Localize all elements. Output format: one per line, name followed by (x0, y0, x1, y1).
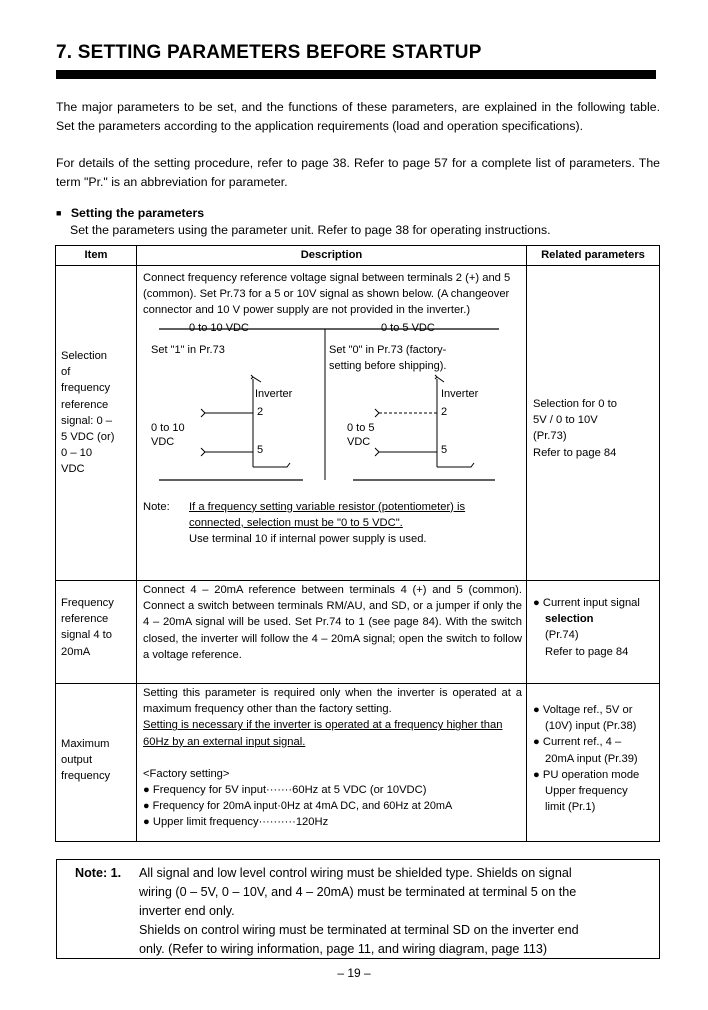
right-set-text-2: setting before shipping). (329, 359, 447, 372)
item-line: Selection (61, 350, 108, 362)
related-line: Selection for 0 to (533, 398, 617, 410)
note-line-3: Use terminal 10 if internal power supply is used. (189, 533, 427, 546)
factory-line-1: ● Frequency for 5V input·······60Hz at 5 VDC (or 10VDC) (143, 784, 427, 797)
related-line: limit (Pr.1) (545, 801, 596, 814)
item-line: signal 4 to (61, 629, 112, 642)
item-cell (56, 684, 137, 842)
note-text-line: only. (Refer to wiring information, page 11, and wiring diagram, page 113) (139, 942, 548, 956)
related-line: ● PU operation mode (533, 768, 640, 781)
title-rule (56, 70, 656, 79)
item-line: signal: 0 – (61, 414, 112, 427)
left-terminal-5: 5 (257, 443, 264, 456)
header-description: Description (137, 246, 527, 266)
related-cell (527, 684, 660, 842)
description-cell (137, 581, 527, 684)
description-underlined: Setting is necessary if the inverter is operated at a frequency higher than 60Hz by an external input signal. (143, 719, 503, 748)
left-range-title: 0 to 10 VDC (189, 321, 249, 334)
header-item: Item (56, 246, 137, 266)
related-line: ● Voltage ref., 5V or (533, 704, 633, 716)
wiring-note-text (139, 864, 659, 959)
factory-line-3: ● Upper limit frequency··········120Hz (143, 816, 329, 829)
note-text-line: Shields on control wiring must be terminated at terminal SD on the inverter end (139, 923, 579, 937)
item-line: VDC (61, 463, 85, 476)
description-text: Connect frequency reference voltage signal between terminals 2 (+) and 5 (common). Set Pr.73 for a 5 or 10V signal as shown below. (A changeover connector and 10 V power supply are not provided in the inverter.) (143, 272, 511, 317)
related-line: (Pr.73) (533, 430, 567, 443)
parameters-table (55, 245, 660, 842)
table-row (56, 684, 660, 842)
item-cell (56, 581, 137, 684)
intro-paragraph-1: The major parameters to be set, and the functions of these parameters, are explained in the following table. Set the parameters according to the application requirements (load and operation specifications). (56, 100, 660, 133)
related-cell (527, 266, 660, 581)
factory-label: <Factory setting> (143, 767, 230, 780)
item-line: reference (61, 613, 109, 626)
intro-paragraph-2: For details of the setting procedure, refer to page 38. Refer to page 57 for a complete list of parameters. The term "Pr." is an abbreviation for parameter. (56, 156, 660, 189)
item-line: frequency (61, 382, 111, 395)
note-label: Note: (143, 500, 170, 513)
left-set-text: Set "1" in Pr.73 (151, 343, 225, 356)
row-note (143, 499, 522, 548)
page-title: 7. SETTING PARAMETERS BEFORE STARTUP (56, 42, 482, 63)
factory-line-2: ● Frequency for 20mA input·0Hz at 4mA DC, and 60Hz at 20mA (143, 800, 453, 813)
section-subtext: Set the parameters using the parameter unit. Refer to page 38 for operating instructions. (70, 223, 551, 237)
item-line: frequency (61, 770, 111, 783)
right-set-text-1: Set "0" in Pr.73 (factory- (329, 343, 447, 356)
bullet-icon: ■ (56, 208, 62, 218)
description-cell (137, 684, 527, 842)
right-signal-label-2: VDC (347, 435, 371, 448)
item-line: 20mA (61, 645, 91, 658)
left-signal-label-2: VDC (151, 435, 175, 448)
right-terminal-5: 5 (441, 443, 448, 456)
note-text-line: inverter end only. (139, 904, 235, 918)
wiring-diagram (143, 321, 522, 495)
wiring-note-box (56, 859, 660, 959)
related-line: Refer to page 84 (533, 446, 617, 459)
header-related: Related parameters (527, 246, 660, 266)
related-cell (527, 581, 660, 684)
note-line-1: If a frequency setting variable resistor (potentiometer) is (189, 500, 466, 513)
related-line: (Pr.74) (545, 629, 579, 642)
right-terminal-2: 2 (441, 405, 448, 418)
related-line: ● Current ref., 4 – (533, 736, 622, 749)
table-header-row (56, 246, 660, 266)
table-row (56, 581, 660, 684)
related-line: Refer to page 84 (545, 645, 629, 658)
left-terminal-2: 2 (257, 405, 264, 418)
related-line: Upper frequency (545, 785, 628, 798)
description-text: Connect 4 – 20mA reference between terminals 4 (+) and 5 (common). Connect a switch between terminals RM/AU, and SD, or a jumper if only the 4 – 20mA signal will be used. Set Pr.74 to 1 (see page 84). With the switch closed, the inverter will follow the 4 – 20mA signal; open the switch to follow a voltage reference. (143, 584, 522, 661)
item-line: 5 VDC (or) (61, 431, 115, 444)
table-row (56, 266, 660, 581)
right-range-title: 0 to 5 VDC (381, 321, 435, 334)
section-heading-text: Setting the parameters (70, 206, 205, 220)
wiring-note-label: Note: 1. (75, 866, 122, 880)
left-inverter-label: Inverter (255, 387, 293, 400)
description-cell (137, 266, 527, 581)
item-line: output (61, 754, 93, 767)
page-number: – 19 – (337, 966, 371, 980)
item-line: 0 – 10 (61, 447, 93, 460)
related-line: (10V) input (Pr.38) (545, 720, 637, 733)
note-line-2: connected, selection must be "0 to 5 VDC". (189, 516, 403, 529)
item-line: Maximum (61, 738, 110, 750)
right-signal-label-1: 0 to 5 (347, 421, 375, 434)
description-text: Setting this parameter is required only when the inverter is operated at a maximum frequency other than the factory setting. (143, 687, 522, 716)
related-line: ● Current input signal (533, 597, 640, 609)
related-line: 20mA input (Pr.39) (545, 752, 638, 765)
related-line: selection (545, 613, 594, 626)
left-signal-label-1: 0 to 10 (151, 421, 185, 434)
item-line: of (61, 366, 71, 379)
related-line: 5V / 0 to 10V (533, 414, 598, 427)
note-text-line: All signal and low level control wiring must be shielded type. Shields on signal (139, 866, 572, 880)
item-line: Frequency (61, 597, 114, 609)
right-inverter-label: Inverter (441, 387, 479, 400)
item-cell (56, 266, 137, 581)
note-text-line: wiring (0 – 5V, 0 – 10V, and 4 – 20mA) must be terminated at terminal 5 on the (139, 885, 577, 899)
item-line: reference (61, 398, 109, 411)
